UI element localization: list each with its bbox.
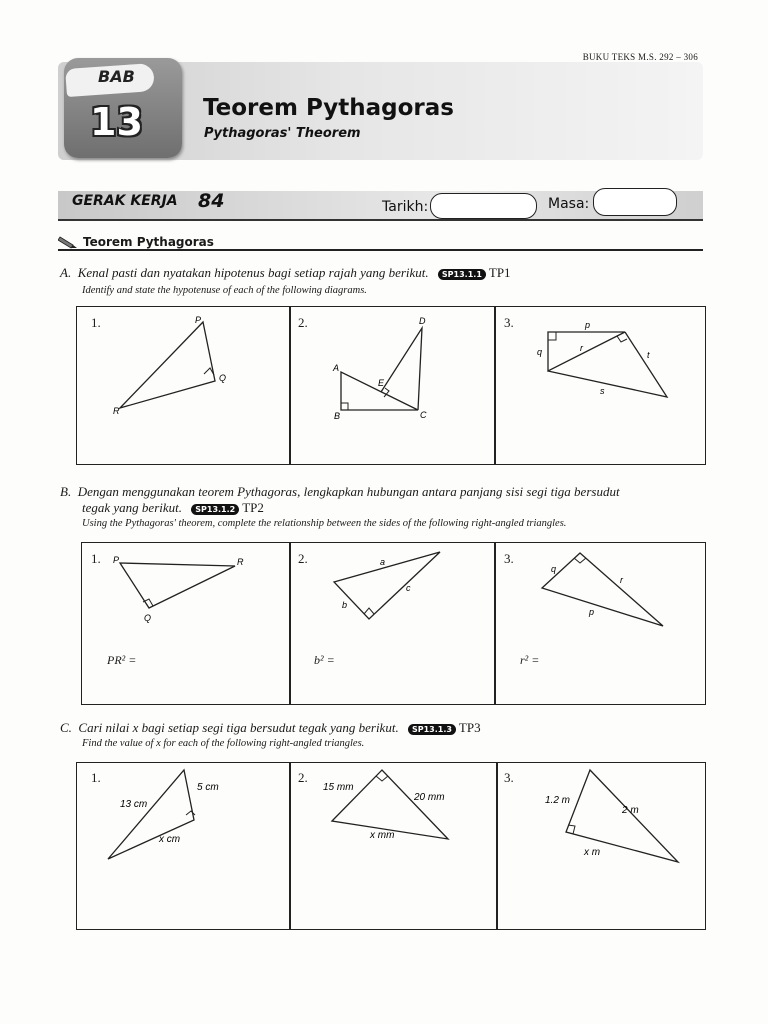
section-c-text: Cari nilai x bagi setiap segi tiga bersudut tegak yang berikut. <box>78 720 399 735</box>
section-b-instruction-2 <box>82 500 264 516</box>
side-label: p <box>589 607 595 617</box>
sp-badge: SP13.1.3 <box>408 724 456 735</box>
side-label: r <box>620 575 623 585</box>
side-label: q <box>537 347 543 357</box>
side-label: b <box>342 600 348 610</box>
vertex-label: B <box>334 411 341 421</box>
section-a-text: Kenal pasti dan nyatakan hipotenus bagi setiap rajah yang berikut. <box>77 265 429 280</box>
triangle-c3 <box>498 764 702 924</box>
vertex-label: P <box>195 315 202 325</box>
section-a-instruction-en: Identify and state the hypotenuse of each of the following diagrams. <box>82 285 367 296</box>
side-label: c <box>406 583 411 593</box>
item-number: 2. <box>298 551 308 566</box>
item-number: 2. <box>298 315 308 330</box>
section-b-text: Dengan menggunakan teorem Pythagoras, lengkapkan hubungan antara panjang sisi segi tiga bersudut <box>77 484 620 499</box>
side-label: r <box>580 343 583 353</box>
section-c-instruction <box>60 720 481 736</box>
side-label: 15 mm <box>323 782 354 793</box>
chapter-title: Teorem Pythagoras <box>203 95 454 121</box>
triangle-a3 <box>496 308 701 458</box>
item-number: 3. <box>504 315 514 330</box>
triangle-c1 <box>78 764 288 924</box>
chapter-subtitle: Pythagoras' Theorem <box>204 126 361 141</box>
side-label: s <box>600 386 605 396</box>
tp-label: TP3 <box>458 720 481 735</box>
triangle-b2 <box>291 544 493 644</box>
vertex-label: C <box>420 410 427 420</box>
side-label: 1.2 m <box>545 795 571 806</box>
item-number: 1. <box>91 770 101 785</box>
vertex-label: A <box>333 363 340 373</box>
vertex-label: Q <box>219 373 227 383</box>
worksheet-number: 84 <box>198 190 225 212</box>
triangle-b1 <box>83 544 288 644</box>
item-number: 1. <box>91 315 101 330</box>
answer-prompt: b² = <box>314 653 335 667</box>
topic-rule <box>58 249 703 251</box>
tp-label: TP2 <box>242 500 264 515</box>
side-label: p <box>585 320 591 330</box>
vertex-label: Q <box>144 613 152 623</box>
worksheet-bar-rule <box>58 219 703 221</box>
bab-label: BAB <box>98 67 135 86</box>
side-label: 13 cm <box>120 799 148 810</box>
side-label: x mm <box>370 830 395 841</box>
worksheet-label: GERAK KERJA <box>72 193 178 209</box>
date-label: Tarikh: <box>382 199 429 215</box>
book-reference: BUKU TEKS M.S. 292 – 306 <box>582 52 698 62</box>
pencil-icon <box>58 233 78 249</box>
item-number: 3. <box>504 551 514 566</box>
sp-badge: SP13.1.1 <box>438 269 486 280</box>
item-number: 3. <box>504 770 514 785</box>
vertex-label: R <box>237 557 244 567</box>
side-label: 20 mm <box>414 792 445 803</box>
section-c-letter: C. <box>60 720 72 735</box>
chapter-number: 13 <box>90 100 143 144</box>
section-b-letter: B. <box>60 484 72 499</box>
answer-prompt: PR² = <box>107 653 137 667</box>
answer-prompt: r² = <box>520 653 540 667</box>
vertex-label: D <box>419 316 426 326</box>
topic-title: Teorem Pythagoras <box>83 235 214 249</box>
time-field[interactable] <box>593 188 677 216</box>
triangle-a1 <box>78 308 288 458</box>
vertex-label: E <box>378 378 385 388</box>
date-field[interactable] <box>430 193 537 219</box>
section-c-instruction-en: Find the value of x for each of the following right-angled triangles. <box>82 738 365 749</box>
item-number: 1. <box>91 551 101 566</box>
side-label: q <box>551 564 557 574</box>
tp-label: TP1 <box>488 265 511 280</box>
section-a-letter: A. <box>60 265 72 280</box>
side-label: 5 cm <box>197 782 219 793</box>
vertex-label: R <box>113 406 120 416</box>
side-label: a <box>380 557 386 567</box>
side-label: 2 m <box>622 805 639 816</box>
section-b-instruction-en: Using the Pythagoras' theorem, complete the relationship between the sides of the following right-angled triangles. <box>82 518 567 529</box>
item-number: 2. <box>298 770 308 785</box>
side-label: x m <box>584 847 601 858</box>
time-label: Masa: <box>548 196 590 212</box>
vertex-label: P <box>113 555 120 565</box>
side-label: x cm <box>159 834 181 845</box>
triangle-c2 <box>291 764 495 924</box>
section-b-instruction <box>60 484 620 500</box>
triangle-a2 <box>291 308 493 458</box>
section-b-text-2: tegak yang berikut. <box>82 500 182 515</box>
side-label: t <box>647 350 650 360</box>
triangle-b3 <box>496 544 701 644</box>
section-a-instruction <box>60 265 511 281</box>
sp-badge: SP13.1.2 <box>191 504 239 515</box>
